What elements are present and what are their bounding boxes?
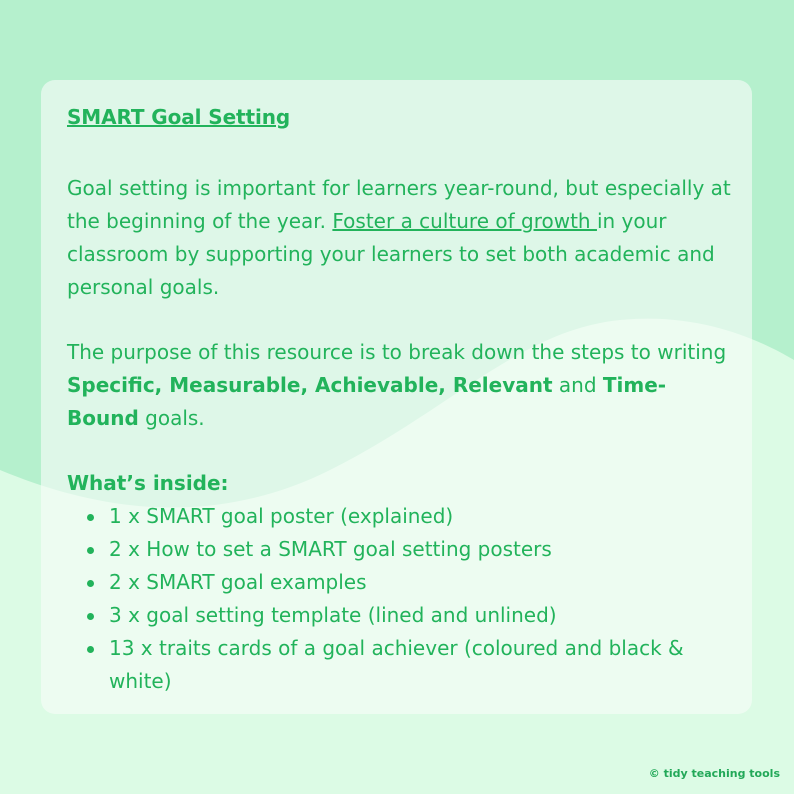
page-title: SMART Goal Setting xyxy=(67,105,291,129)
list-item: 2 x How to set a SMART goal setting posters xyxy=(109,533,732,566)
purpose-text-end: goals. xyxy=(138,406,205,430)
intro-text-start: Goal setting is important for learners year-round, but especially at the beginning of the year. xyxy=(67,176,731,233)
list-item: 3 x goal setting template (lined and unlined) xyxy=(109,599,732,632)
list-item: 13 x traits cards of a goal achiever (coloured and black & white) xyxy=(109,632,732,698)
list-item: 2 x SMART goal examples xyxy=(109,566,732,599)
time-bound-bold: Time-Bound xyxy=(67,373,667,430)
content-card xyxy=(41,80,752,714)
purpose-paragraph xyxy=(67,336,732,435)
copyright-footer: © tidy teaching tools xyxy=(648,767,780,780)
purpose-text-middle: and xyxy=(552,373,603,397)
intro-paragraph xyxy=(67,172,732,304)
growth-culture-link[interactable]: Foster a culture of growth xyxy=(332,209,597,233)
whats-inside-heading: What’s inside: xyxy=(67,471,229,495)
inside-list xyxy=(67,500,732,698)
intro-text-end: in your classroom by supporting your learners to set both academic and personal goals. xyxy=(67,209,715,299)
list-item: 1 x SMART goal poster (explained) xyxy=(109,500,732,533)
smart-terms-bold: Specific, Measurable, Achievable, Relevant xyxy=(67,373,553,397)
purpose-text-start: The purpose of this resource is to break down the steps to writing xyxy=(67,340,727,364)
